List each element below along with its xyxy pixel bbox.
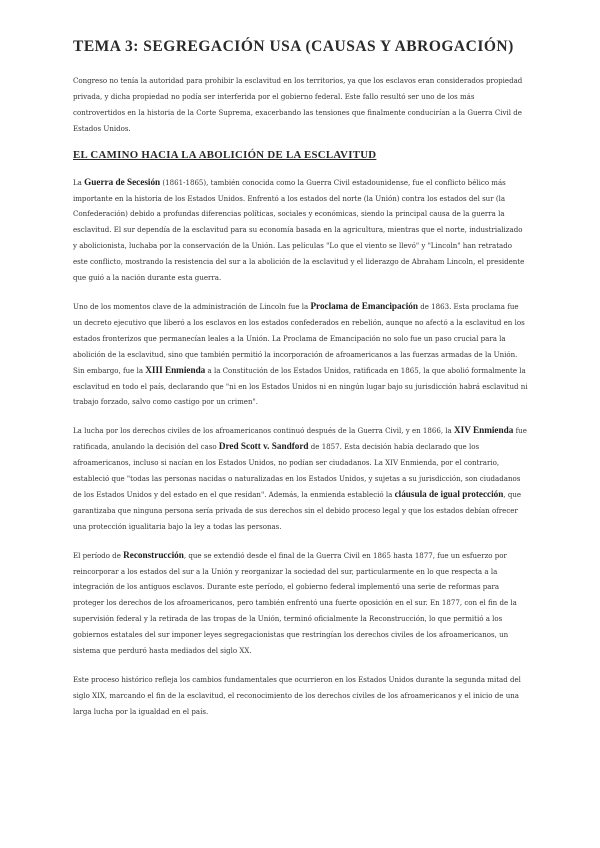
text-run: Este proceso histórico refleja los cambios fundamentales que ocurrieron en los Estados Unidos durante la segunda mitad del siglo XIX, marcando el fin de la esclavitud, el reconocimiento de los derechos civiles de los afroamericanos y el inicio de una larga lucha por la igualdad en el país. [73,675,521,716]
keyword-xiii-enmienda: XIII Enmienda [145,364,206,375]
text-run: El período de [73,550,124,560]
text-run: La [73,177,85,187]
keyword-clausula-igual-proteccion: cláusula de igual protección [394,488,504,499]
paragraph-reconstruccion [73,548,528,659]
text-run: , que se extendió desde el final de la Guerra Civil en 1865 hasta 1877, fue un esfuerzo por reincorporar a los estados del sur a la Unión y reorganizar la sociedad del sur, particularmente en lo que respecta a la integración de los antiguos esclavos. Durante este período, el gobierno federal implementó una serie de reformas para proteger los derechos de los afroamericanos, pero también enfrentó una fuerte oposición en el sur. En 1877, con el fin de la supervisión federal y la retirada de las tropas de la Unión, terminó oficialmente la Reconstrucción, lo que permitió a los gobiernos estatales del sur imponer leyes segregacionistas que restringían los derechos civiles de los afroamericanos, un sistema que perduró hasta mediados del siglo XX. [73,550,517,656]
keyword-guerra-secesion: Guerra de Secesión [84,176,161,187]
text-run: de 1857. Esta decisión había declarado que los afroamericanos, incluso si nacían en los Estados Unidos, no podían ser ciudadanos. La XIV Enmienda, por el contrario, estableció que "todas las personas nacidas o naturalizadas en los Estados Unidos, y sujetas a su jurisdicción, son ciudadanos de los Estados Unidos y del estado en el que residan". Además, la enmienda estableció la [73,442,521,499]
keyword-proclama-emancipacion: Proclama de Emancipación [310,300,418,311]
paragraph-xiv-enmienda [73,423,528,534]
text-run: fue ratificada, anulando la decisión del caso [73,426,527,452]
intro-paragraph: Congreso no tenía la autoridad para prohibir la esclavitud en los territorios, ya que los esclavos eran considerados propiedad privada, y dicha propiedad no podía ser interferida por el gobierno federal. Este fallo resultó ser uno de los más controvertidos en la historia de la Corte Suprema, exacerbando las tensiones que finalmente conducirían a la Guerra Civil de Estados Unidos. [73,76,523,133]
keyword-reconstruccion: Reconstrucción [123,549,184,560]
paragraph-guerra-secesion [73,175,528,286]
text-run: , que garantizaba que ninguna persona sería privada de sus derechos sin el debido proceso legal y que los estados debían ofrecer una protección igualitaria bajo la ley a todas las personas. [73,489,522,531]
text-run: (1861-1865), también conocida como la Guerra Civil estadounidense, fue el conflicto bélico más importante en la historia de los Estados Unidos. Enfrentó a los estados del norte (la Unión) contra los estados del sur (la Confederación) debido a profundas diferencias políticas, sociales y económicas, siendo la principal causa de la guerra la esclavitud. El sur dependía de la esclavitud para su economía basada en la agricultura, mientras que el norte, industrializado y abolicionista, luchaba por la conservación de la Unión. Las películas "Lo que el viento se llevó" y "Lincoln" han retratado este conflicto, mostrando la resistencia del sur a la abolición de la esclavitud y el liderazgo de Abraham Lincoln, el presidente que guió a la nación durante esta guerra. [73,177,525,283]
section-heading: EL CAMINO HACIA LA ABOLICIÓN DE LA ESCLAVITUD [73,148,377,161]
page-title: TEMA 3: SEGREGACIÓN USA (CAUSAS Y ABROGACIÓN) [73,38,514,55]
keyword-dred-scott: Dred Scott v. Sandford [218,441,309,452]
keyword-xiv-enmienda: XIV Enmienda [454,425,514,436]
paragraph-proclama-emancipacion [73,299,528,410]
text-run: Uno de los momentos clave de la administración de Lincoln fue la [73,301,311,311]
text-run: La lucha por los derechos civiles de los afroamericanos continuó después de la Guerra Civil, y en 1866, la [73,426,455,436]
document-page [73,38,528,733]
text-run: a la Constitución de los Estados Unidos, ratificada en 1865, la que abolió formalmente la esclavitud en todo el país, declarando que "ni en los Estados Unidos ni en ningún lugar bajo su jurisdicción habrá esclavitud ni trabajo forzado, salvo como castigo por un crimen". [73,365,528,407]
paragraph-conclusion [73,672,528,720]
text-run: de 1863. Esta proclama fue un decreto ejecutivo que liberó a los esclavos en los estados confederados en rebelión, aunque no afectó a la esclavitud en los estados fronterizos que permanecían leales a la Unión. La Proclama de Emancipación no solo fue un paso crucial para la abolición de la esclavitud, sino que también permitió la incorporación de afroamericanos a las fuerzas armadas de la Unión. Sin embargo, fue la [73,301,525,375]
